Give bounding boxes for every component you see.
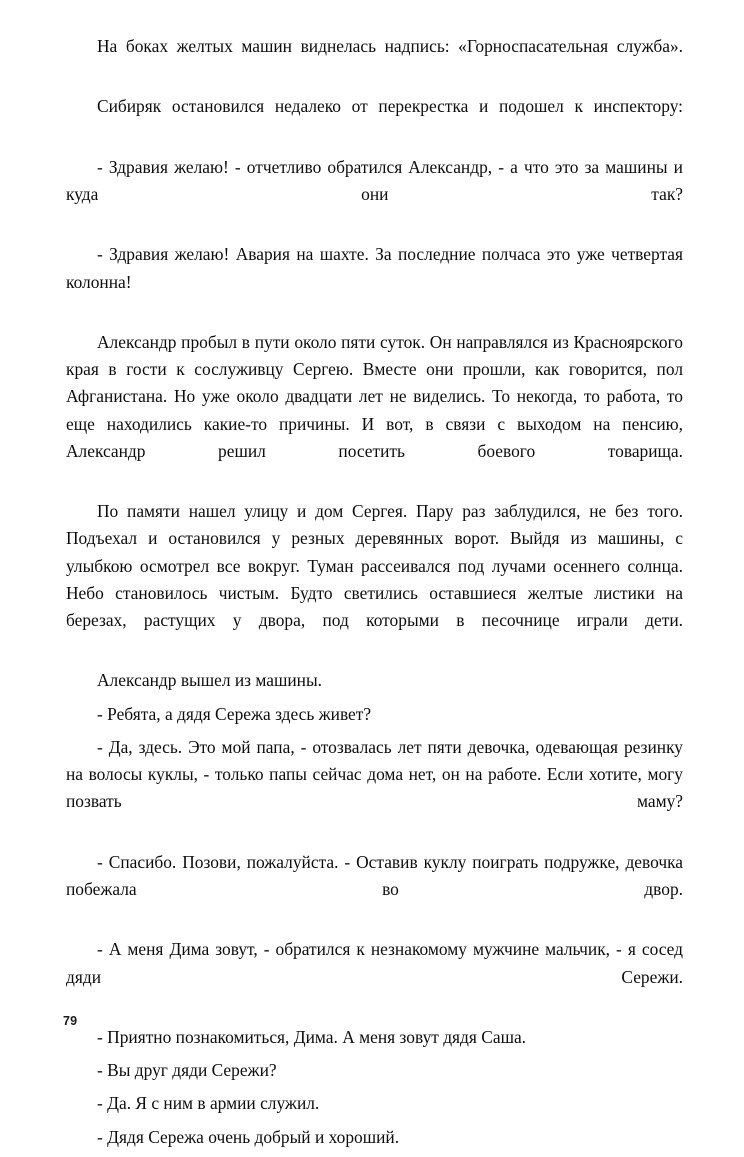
page-number: 79 [63, 1014, 78, 1028]
paragraph: - Здравия желаю! Авария на шахте. За последние полчаса это уже четвертая колонна! [66, 244, 683, 292]
paragraph: - Вы друг дяди Сережи? [97, 1060, 277, 1081]
paragraph: - Здравия желаю! - отчетливо обратился Александр, - а что это за машины и куда они так? [66, 156, 683, 205]
paragraph: - Да, здесь. Это мой папа, - отозвалась лет пяти девочка, одевающая резинку на волосы куклы, - только папы сейчас дома нет, он на работе. Если хотите, могу позвать маму? [66, 736, 683, 812]
paragraph: Александр пробыл в пути около пяти суток. Он направлялся из Красноярского края в гости к сослуживцу Сергею. Вместе они прошли, как говорится, пол Афганистана. Но уже около двадцати лет не виделись. То некогда, то работа, то еще находились какие-то причины. И вот, в связи с выходом на пенсию, Александр решил посетить боевого товарища. [66, 332, 683, 461]
paragraph: Сибиряк остановился недалеко от перекрестка и подошел к инспектору: [97, 96, 683, 117]
paragraph: - Да. Я с ним в армии служил. [97, 1093, 320, 1114]
body-text-column [66, 33, 683, 1157]
paragraph: На боках желтых машин виднелась надпись: «Горноспасательная служба». [97, 36, 683, 56]
paragraph: - Спасибо. Позови, пожалуйста. - Оставив куклу поиграть подружке, девочка побежала во двор. [66, 851, 683, 899]
paragraph: Александр вышел из машины. [97, 670, 323, 691]
paragraph: - Дядя Сережа очень добрый и хороший. [97, 1126, 400, 1147]
paragraph: По памяти нашел улицу и дом Сергея. Пару раз заблудился, не без того. Подъехал и остановился у резных деревянных ворот. Выйдя из машины, с улыбкою осмотрел все вокруг. Туман рассеивался под лучами осеннего солнца. Небо становилось чистым. Будто светились оставшиеся желтые листики на березах, растущих у двора, под которыми в песочнице играли дети. [66, 501, 683, 631]
paragraph: - Ребята, а дядя Сережа здесь живет? [97, 703, 372, 724]
paragraph: - А меня Дима зовут, - обратился к незнакомому мужчине мальчик, - я сосед дяди Сережи. [66, 939, 683, 987]
paragraph: - Приятно познакомиться, Дима. А меня зовут дядя Саша. [97, 1026, 527, 1047]
